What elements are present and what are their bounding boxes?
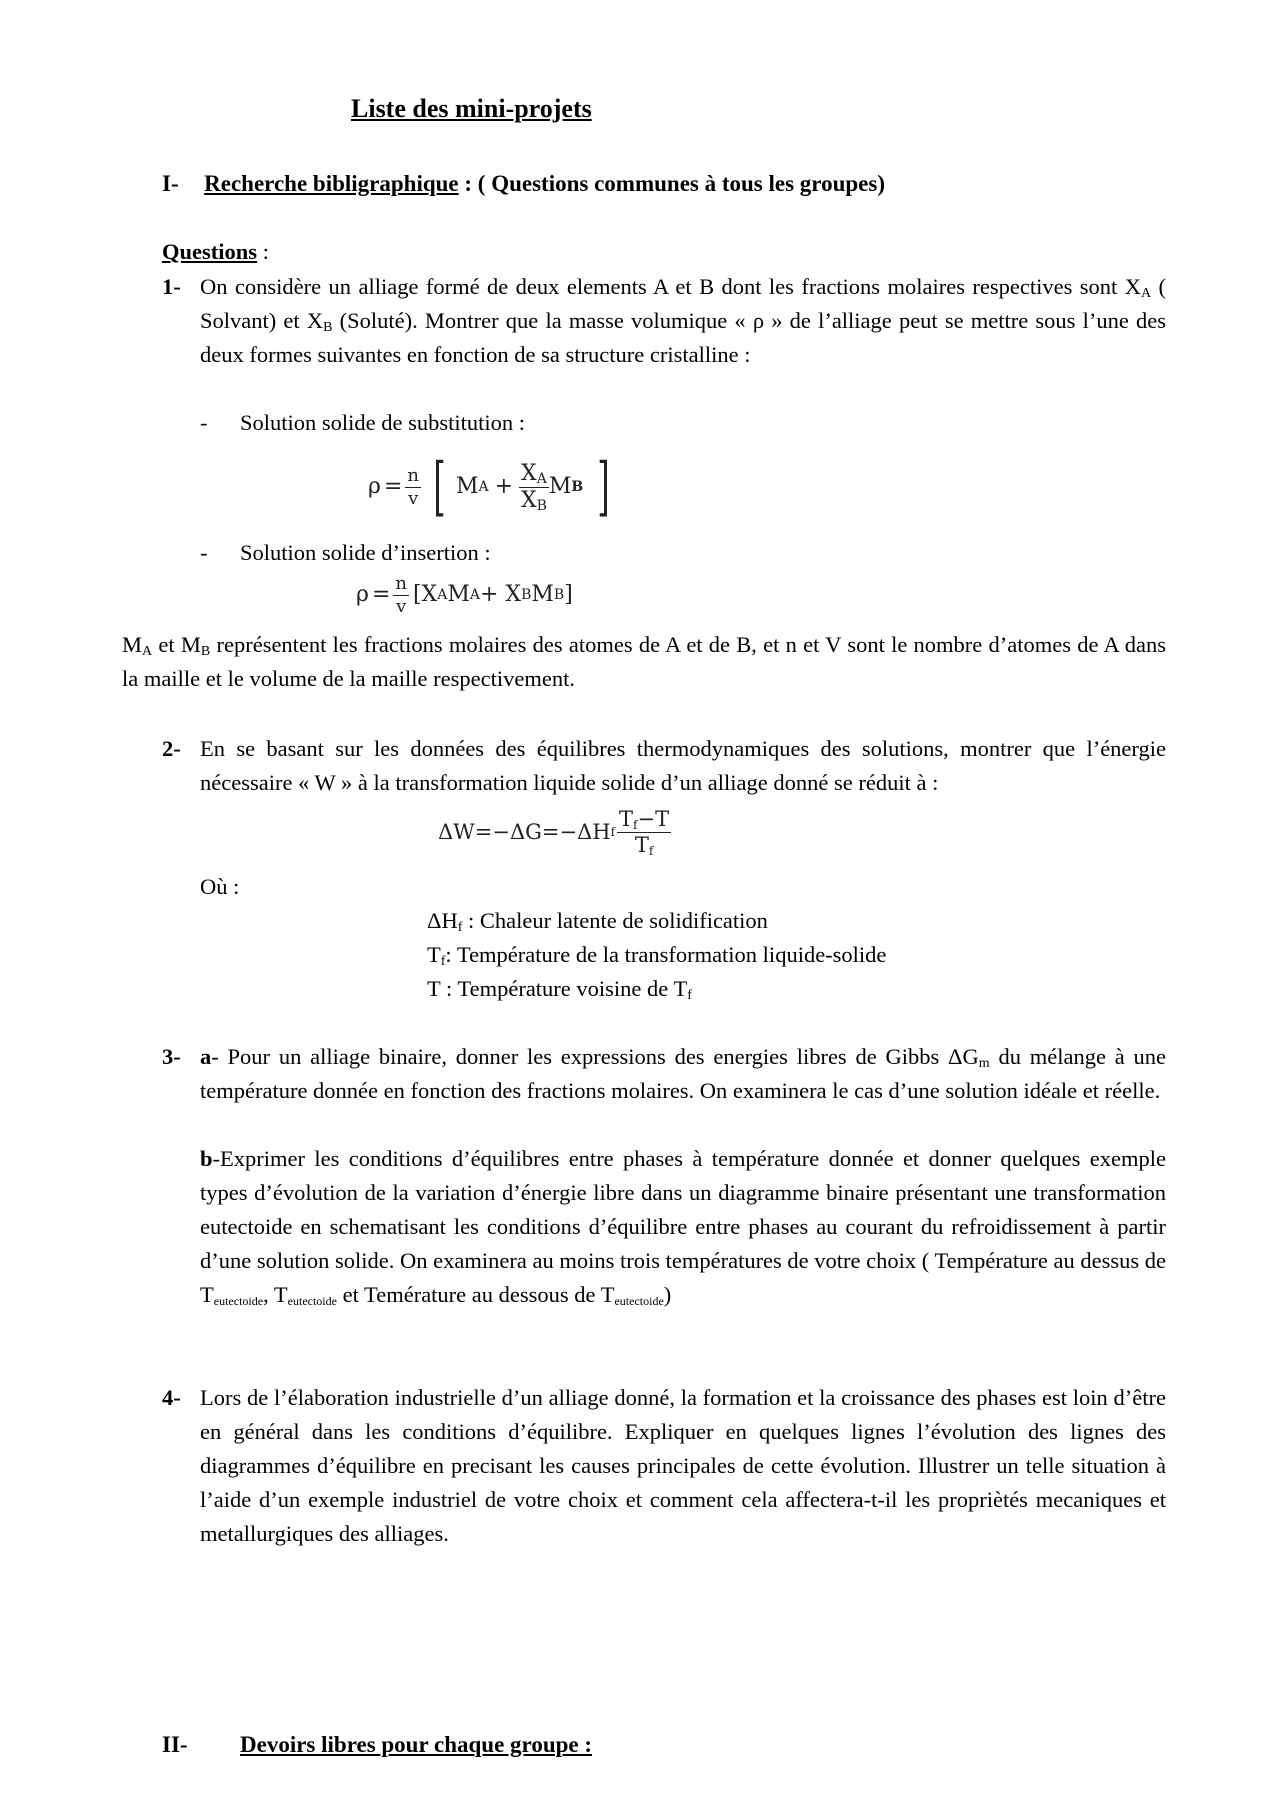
eq1-xa-sub: A — [536, 470, 547, 487]
eq1-xb-sub: B — [536, 497, 547, 514]
eq1-plus: + — [494, 474, 514, 499]
dash-substitution: - — [200, 410, 208, 435]
eq1-equals: = — [383, 474, 403, 499]
q1-text-1: On considère un alliage formé de deux elements A et B dont les fractions molaires respectives sont X — [200, 274, 1141, 299]
definition-neighbor-temperature — [427, 972, 692, 1006]
note-text-1: et M — [152, 632, 201, 657]
definition-transformation-temperature — [427, 938, 886, 972]
eq2-v: v — [396, 595, 407, 617]
def2-text: : Température de la transformation liquide-solide — [445, 942, 887, 967]
q1-sub-b: B — [323, 320, 333, 335]
section-1-subtitle: : ( Questions communes à tous les groupes) — [458, 171, 886, 196]
def3-sub: f — [687, 988, 692, 1003]
eq1-rho: ρ — [368, 474, 381, 499]
equation-insertion: ρ = $\frac{n}{v}$ [X A M A + X B M B ] — [356, 572, 573, 617]
q3a-text-1: - Pour un alliage binaire, donner les expressions des energies libres de Gibbs ΔG — [211, 1044, 979, 1069]
q3b-sub-3: eutectoide — [614, 1294, 664, 1308]
q3b-sub-1: eutectoide — [213, 1294, 264, 1308]
eq1-ma: M — [455, 474, 479, 499]
question-1-text — [200, 270, 1166, 372]
def1-symbol: ΔH — [427, 908, 458, 933]
questions-label — [162, 235, 269, 269]
ou-label: Où : — [200, 874, 240, 899]
question-2-text: En se basant sur les données des équilibres thermodynamiques des solutions, montrer que l’énergie nécessaire « W » à la transformation liquide solide d’un alliage donné se réduit à : — [200, 736, 1166, 795]
def1-text: : Chaleur latente de solidification — [462, 908, 768, 933]
def2-symbol: T — [427, 942, 441, 967]
eq2-rho: ρ — [356, 582, 369, 607]
q3b-label: b — [200, 1146, 213, 1171]
note-sub-b: B — [200, 644, 211, 659]
page-title: Liste des mini-projets — [351, 94, 592, 123]
eq2-ma: M — [447, 582, 470, 607]
eq3-lhs: ΔW=−ΔG=−ΔH — [438, 820, 611, 844]
q3b-text-1: -Exprimer les conditions d’équilibres entre phases à température donnée et donner quelques exemple types d’évolution de la variation d’énergie libre dans un diagramme binaire présentant une transformation eutectoide en schematisant les conditions d’équilibre entre phases au courant du refroidissement à partir d’une solution solide. On examinera au moins trois températures de votre choix ( Température au dessus de T — [200, 1146, 1166, 1307]
q3a-text-2: du mélange à une température donnée en fonction des fractions molaires. On examinera le cas d’une solution idéale et réelle. — [200, 1044, 1166, 1103]
eq2-xa: [X — [412, 582, 438, 607]
eq3-fraction — [617, 806, 671, 858]
q3a-label: a — [200, 1044, 212, 1069]
question-4-text: Lors de l’élaboration industrielle d’un alliage donné, la formation et la croissance des phases est loin d’être en général dans les conditions d’équilibre. Expliquer en quelques lignes l’évolution des lignes des diagrammes d’équilibre en precisant les causes principales de cette évolution. Illustrer un telle situation à l’aide d’un exemple industriel de votre choix et comment cela affectera-t-il les propriètés mecaniques et metallurgiques des alliages. — [200, 1385, 1166, 1546]
def2-sub: f — [440, 954, 446, 969]
eq3-den-sub: f — [648, 843, 654, 858]
eq1-right-bracket: ] — [597, 450, 610, 524]
note-sub-a: A — [142, 644, 153, 659]
section-2-title-wrap — [240, 1728, 592, 1762]
eq2-n: n — [395, 572, 407, 594]
section-2-title: Devoirs libres pour chaque groupe : — [240, 1732, 593, 1757]
q1-text-2: ( Solvant) et X — [200, 274, 1166, 333]
question-1-note — [122, 628, 1166, 696]
section-1-heading — [162, 167, 885, 201]
q3b-text-3: et Temérature au dessous de T — [336, 1282, 615, 1307]
question-3-number: 3- — [162, 1044, 181, 1069]
note-m: M — [122, 632, 143, 657]
q1-text-3: (Soluté). Montrer que la masse volumique « ρ » de l’alliage peut se mettre sous l’une des deux formes suivantes en fonction de sa structure cristalline : — [200, 308, 1166, 367]
eq1-xa: X — [521, 460, 537, 486]
eq2-mb: M — [531, 582, 554, 607]
substitution-label: Solution solide de substitution : — [240, 410, 526, 435]
question-1-number: 1- — [162, 274, 181, 299]
eq2-fraction-n-v — [393, 572, 409, 617]
eq1-fraction-xa-xb — [519, 460, 549, 514]
q3b-sub-2: eutectoide — [287, 1294, 337, 1308]
def3-text: T : Température voisine de T — [427, 976, 688, 1001]
eq1-xb: X — [520, 487, 537, 513]
eq3-num-rest: −T — [637, 806, 670, 831]
equation-substitution: ρ = $\frac{n}{v}$ [ M A + $\frac{X_A}{X_B}$ M B ] — [368, 450, 610, 524]
q3b-text-4: ) — [663, 1282, 672, 1307]
questions-label-text: Questions — [162, 239, 258, 264]
definition-latent-heat — [427, 904, 768, 938]
question-4-number: 4- — [162, 1385, 181, 1410]
question-3b-text — [200, 1142, 1166, 1312]
eq3-num-t: T — [619, 806, 634, 831]
eq2-close-bracket: ] — [564, 582, 573, 607]
question-3a-text — [200, 1040, 1166, 1108]
q3b-text-2: , T — [263, 1282, 288, 1307]
eq3-num-sub: f — [633, 817, 638, 832]
section-1-title: Recherche bibligraphique — [204, 171, 459, 196]
question-2-number: 2- — [162, 736, 181, 761]
eq1-fraction-n-v — [405, 464, 421, 509]
section-2-heading — [162, 1728, 188, 1762]
section-1-number: I- — [162, 171, 179, 196]
note-text-2: représentent les fractions molaires des atomes de A et de B, et n et V sont le nombre d’atomes de A dans la maille et le volume de la maille respectivement. — [122, 632, 1166, 691]
eq2-plus-xb: + X — [480, 582, 522, 607]
dash-insertion: - — [200, 540, 208, 565]
eq1-n: n — [407, 464, 419, 486]
eq1-left-bracket: [ — [433, 450, 446, 524]
equation-energy: ΔW=−ΔG=−ΔH f $\frac{T_f-T}{T_f}$ — [438, 806, 670, 858]
insertion-label: Solution solide d’insertion : — [240, 540, 491, 565]
section-2-number: II- — [162, 1732, 188, 1757]
q1-sub-a: A — [1140, 286, 1152, 301]
def1-sub: f — [457, 920, 463, 935]
questions-label-colon: : — [257, 239, 269, 264]
eq1-v: v — [408, 487, 419, 509]
eq1-mb: M — [548, 474, 572, 499]
eq3-den-t: T — [634, 832, 649, 857]
q3a-sub: m — [978, 1056, 990, 1071]
eq2-equals: = — [371, 582, 391, 607]
